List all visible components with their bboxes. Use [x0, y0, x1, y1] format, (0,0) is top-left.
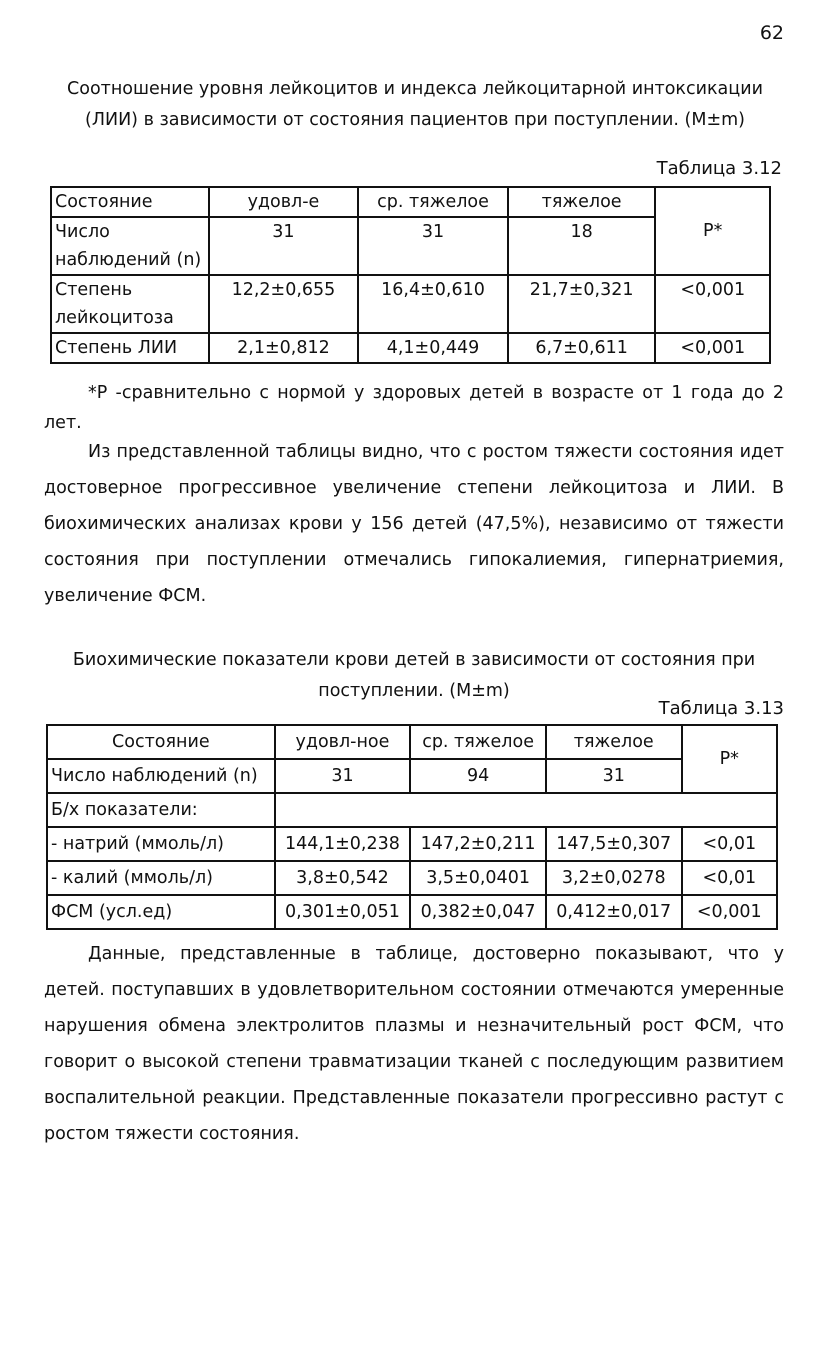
- table-cell: 18: [508, 217, 656, 275]
- table-cell: 0,382±0,047: [410, 895, 546, 929]
- table-row: [47, 827, 777, 861]
- table-cell: 94: [410, 759, 546, 793]
- table-3-12: [50, 186, 771, 364]
- table-cell: 31: [275, 759, 411, 793]
- table-3-12-label: Таблица 3.12: [656, 158, 782, 179]
- table-cell: 31: [209, 217, 359, 275]
- table-row: [47, 759, 777, 793]
- header-cell: Состояние: [47, 725, 275, 759]
- p-value-cell: <0,01: [682, 827, 777, 861]
- header-cell: тяжелое: [546, 725, 682, 759]
- row-label: - калий (ммоль/л): [47, 861, 275, 895]
- table-cell: 147,2±0,211: [410, 827, 546, 861]
- p-value-cell: <0,01: [682, 861, 777, 895]
- row-label: Число наблюдений (n): [47, 759, 275, 793]
- table-header-row: [47, 725, 777, 759]
- table-row: [47, 793, 777, 827]
- row-label: Степень лейкоцитоза: [51, 275, 209, 333]
- table-cell: 0,412±0,017: [546, 895, 682, 929]
- row-label: - натрий (ммоль/л): [47, 827, 275, 861]
- p-value-cell: <0,001: [655, 333, 770, 363]
- table-cell: 6,7±0,611: [508, 333, 656, 363]
- table-row: [47, 895, 777, 929]
- table-3-13-caption: Биохимические показатели крови детей в зависимости от состояния при поступлении. (M±m): [72, 650, 756, 701]
- body-paragraph: Из представленной таблицы видно, что с ростом тяжести состояния идет достоверное прогрессивное увеличение степени лейкоцитоза и ЛИИ. В биохимических анализах крови у 156 детей (47,5%), независимо от тяжести состояния при поступлении отмечались гипокалиемия, гипернатриемия, увеличение ФСМ.: [44, 442, 784, 606]
- row-label: ФСМ (усл.ед): [47, 895, 275, 929]
- table-cell: 3,2±0,0278: [546, 861, 682, 895]
- table-cell: 31: [546, 759, 682, 793]
- header-cell-p: P*: [655, 187, 770, 275]
- p-value-cell: <0,001: [682, 895, 777, 929]
- table-cell: 3,5±0,0401: [410, 861, 546, 895]
- table-cell: 12,2±0,655: [209, 275, 359, 333]
- header-cell: удовл-ное: [275, 725, 411, 759]
- table-row: [51, 333, 770, 363]
- table-row: [51, 275, 770, 333]
- table-cell: 147,5±0,307: [546, 827, 682, 861]
- p-value-cell: <0,001: [655, 275, 770, 333]
- header-cell: Состояние: [51, 187, 209, 217]
- table-cell: 144,1±0,238: [275, 827, 411, 861]
- table-cell: [275, 793, 777, 827]
- header-cell-p: P*: [682, 725, 777, 793]
- table-cell: 21,7±0,321: [508, 275, 656, 333]
- header-cell: ср. тяжелое: [410, 725, 546, 759]
- table-cell: 16,4±0,610: [358, 275, 508, 333]
- table-cell: 2,1±0,812: [209, 333, 359, 363]
- table-cell: 31: [358, 217, 508, 275]
- header-cell: удовл-е: [209, 187, 359, 217]
- table-3-12-caption: Соотношение уровня лейкоцитов и индекса лейкоцитарной интоксикации (ЛИИ) в зависимости от состояния пациентов при поступлении. (M±m): [67, 79, 763, 130]
- table-cell: 0,301±0,051: [275, 895, 411, 929]
- table-row: [47, 861, 777, 895]
- header-cell: тяжелое: [508, 187, 656, 217]
- table-cell: 4,1±0,449: [358, 333, 508, 363]
- table-footnote: *P -сравнительно с нормой у здоровых детей в возрасте от 1 года до 2 лет.: [44, 383, 784, 433]
- table-3-13-label: Таблица 3.13: [658, 698, 784, 719]
- table-cell: 3,8±0,542: [275, 861, 411, 895]
- header-cell: ср. тяжелое: [358, 187, 508, 217]
- row-label: Степень ЛИИ: [51, 333, 209, 363]
- body-paragraph: Данные, представленные в таблице, достоверно показывают, что у детей. поступавших в удовлетворительном состоянии отмечаются умеренные нарушения обмена электролитов плазмы и незначительный рост ФСМ, что говорит о высокой степени травматизации тканей с последующим развитием воспалительной реакции. Представленные показатели прогрессивно растут с ростом тяжести состояния.: [44, 944, 784, 1144]
- page-number: 62: [759, 22, 784, 44]
- table-3-13: [46, 724, 778, 930]
- table-header-row: [51, 187, 770, 217]
- row-label: Б/х показатели:: [47, 793, 275, 827]
- row-label: Число наблюдений (n): [51, 217, 209, 275]
